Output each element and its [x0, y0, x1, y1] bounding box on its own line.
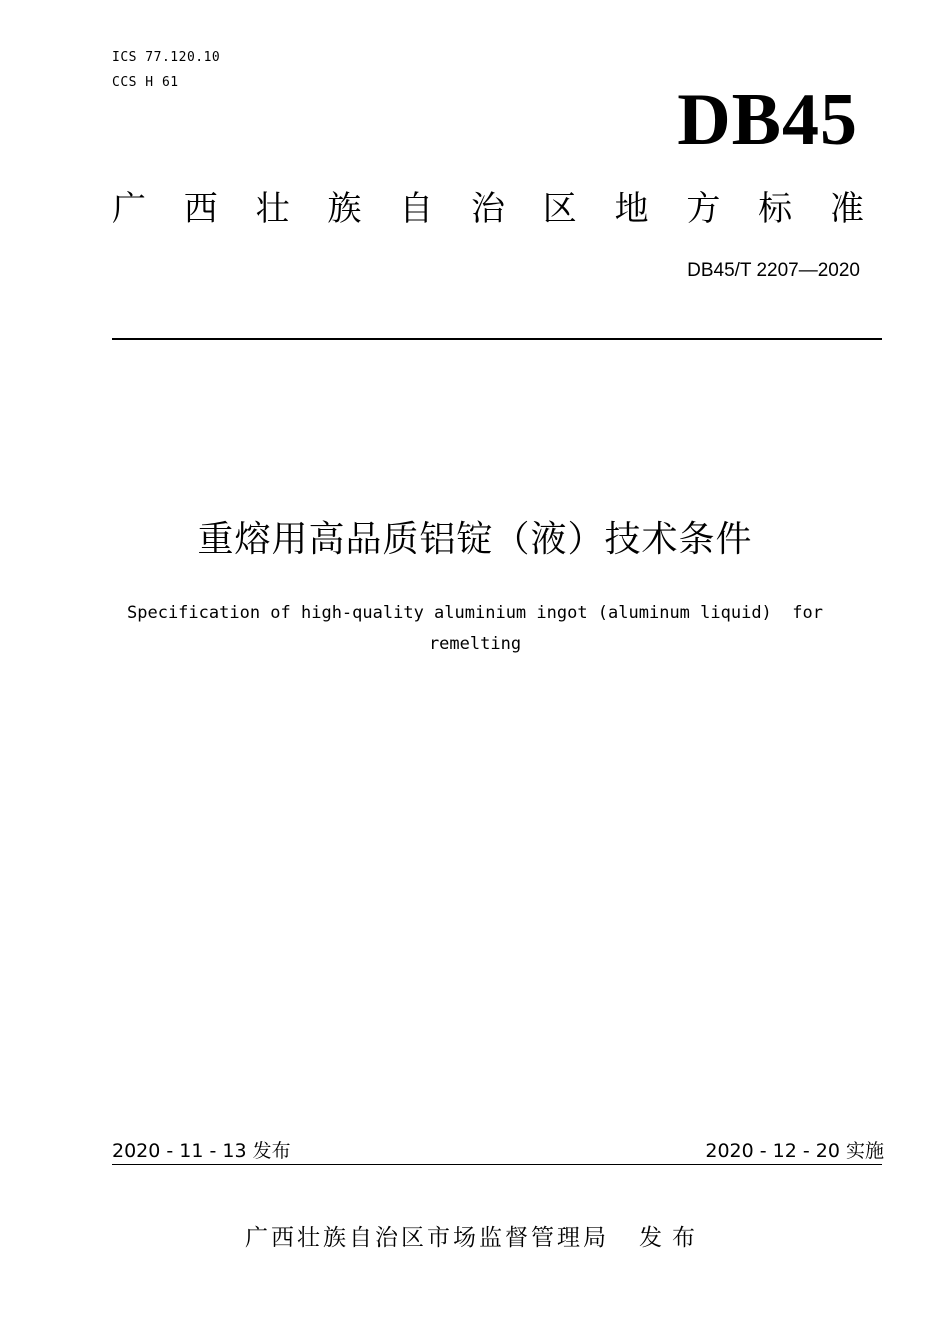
standard-type-char: 广 — [112, 189, 146, 229]
standard-type-char: 区 — [542, 189, 577, 229]
issue-date: 2020 - 11 - 13 发布 — [112, 1140, 291, 1162]
document-title-english — [90, 598, 860, 660]
standard-type-char: 自 — [399, 189, 434, 229]
english-title-line-1: Specification of high-quality aluminium ingot (aluminum liquid) for — [127, 603, 823, 623]
english-title-line-2: remelting — [428, 634, 522, 654]
standard-type-char: 准 — [829, 189, 864, 229]
ics-code: ICS 77.120.10 — [112, 50, 221, 65]
standard-type-char: 族 — [327, 189, 362, 229]
publisher-action: 发布 — [639, 1225, 705, 1251]
header-divider — [112, 338, 882, 340]
standard-code: DB45/T 2207—2020 — [687, 260, 860, 281]
standard-type-char: 方 — [686, 189, 721, 229]
publisher-line — [0, 1222, 950, 1254]
standard-type-heading — [112, 187, 864, 231]
ccs-code: CCS H 61 — [112, 75, 179, 90]
standard-type-char: 地 — [614, 189, 649, 229]
footer-divider — [112, 1164, 882, 1165]
document-title-chinese: 重熔用高品质铝锭（液）技术条件 — [197, 519, 753, 560]
standard-type-char: 治 — [470, 189, 505, 229]
standard-type-char: 标 — [758, 189, 793, 229]
standard-type-char: 西 — [183, 189, 218, 229]
standard-logo: DB45 — [677, 79, 858, 161]
standard-type-char: 壮 — [255, 189, 290, 229]
implementation-date: 2020 - 12 - 20 实施 — [705, 1140, 884, 1162]
publisher-organization: 广西壮族自治区市场监督管理局 — [245, 1225, 609, 1251]
